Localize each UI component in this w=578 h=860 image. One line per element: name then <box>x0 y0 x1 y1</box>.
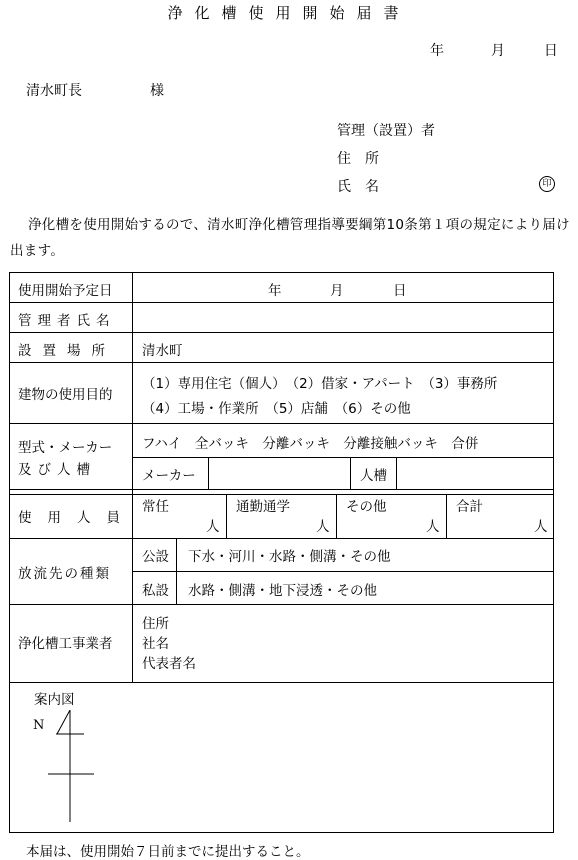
row-line <box>9 272 554 273</box>
cell-divider <box>226 494 227 538</box>
applicant-role: 管理（設置）者 <box>337 123 435 139</box>
users-total-label: 合計 <box>456 499 483 515</box>
maker-label: メーカー <box>142 468 196 484</box>
users-regular-unit: 人 <box>206 519 220 535</box>
applicant-name-label: 氏 名 <box>337 179 379 195</box>
model-label-line1: 型式・メーカー <box>18 440 113 456</box>
label-column-divider <box>132 272 133 682</box>
row-line <box>9 682 554 683</box>
north-arrow-icon <box>44 710 96 826</box>
model-types: フハイ 全バッキ 分離バッキ 分離接触バッキ 合併 <box>142 436 479 452</box>
contractor-representative-label: 代表者名 <box>142 656 196 672</box>
row-line <box>9 332 554 333</box>
users-other-unit: 人 <box>426 519 440 535</box>
start-date-month: 月 <box>330 283 344 299</box>
submission-date <box>430 40 558 60</box>
row-line <box>9 423 554 424</box>
location-label: 設置場所 <box>18 343 116 359</box>
row-line <box>9 362 554 363</box>
users-regular-label: 常任 <box>142 499 169 515</box>
users-other-label: その他 <box>346 499 387 515</box>
row-line <box>133 457 554 458</box>
applicant-address-label: 住 所 <box>337 151 379 167</box>
contractor-address-label: 住所 <box>142 616 169 632</box>
start-date-label: 使用開始予定日 <box>18 283 113 299</box>
seal-mark: 印 <box>539 176 555 192</box>
year-label: 年 <box>430 43 444 59</box>
row-line <box>9 538 554 539</box>
north-label: N <box>33 718 45 733</box>
start-date-year: 年 <box>268 283 282 299</box>
day-label: 日 <box>543 43 558 59</box>
cell-divider <box>396 457 397 489</box>
purpose-options-line2: （4）工場・作業所 （5）店舗 （6）その他 <box>142 401 411 417</box>
table-border-left <box>9 272 10 832</box>
row-line <box>9 489 554 490</box>
cell-divider <box>208 457 209 489</box>
capacity-label: 人槽 <box>360 468 387 484</box>
addressee: 清水町長 <box>26 83 82 99</box>
model-label-line2: 及び人槽 <box>18 462 96 478</box>
purpose-label: 建物の使用目的 <box>18 387 113 403</box>
cell-divider <box>176 538 177 604</box>
row-line <box>9 832 554 833</box>
map-label: 案内図 <box>34 692 75 708</box>
row-line <box>9 604 554 605</box>
cell-divider <box>446 494 447 538</box>
discharge-label: 放流先の種類 <box>18 566 111 582</box>
manager-name-label: 管理者氏名 <box>18 313 116 329</box>
row-line <box>9 302 554 303</box>
month-label: 月 <box>490 43 505 59</box>
users-commuter-label: 通勤通学 <box>236 499 290 515</box>
intro-text: 浄化槽を使用開始するので、清水町浄化槽管理指導要綱第10条第１項の規定により届け出ます。 <box>10 217 570 259</box>
start-date-day: 日 <box>393 283 407 299</box>
users-label: 使用人員 <box>18 510 136 526</box>
public-value: 下水・河川・水路・側溝・その他 <box>188 549 391 565</box>
users-commuter-unit: 人 <box>316 519 330 535</box>
table-border-right <box>553 272 554 832</box>
contractor-label: 浄化槽工事業者 <box>18 636 113 652</box>
public-label: 公設 <box>142 549 169 565</box>
footer-note: 本届は、使用開始７日前までに提出すること。 <box>26 844 310 860</box>
form-title: 浄化槽使用開始届書 <box>167 4 411 22</box>
honorific: 様 <box>150 83 164 99</box>
purpose-options-line1: （1）専用住宅（個人） （2）借家・アパート （3）事務所 <box>142 376 498 392</box>
contractor-company-label: 社名 <box>142 636 169 652</box>
users-total-unit: 人 <box>534 519 548 535</box>
cell-divider <box>350 457 351 489</box>
private-value: 水路・側溝・地下浸透・その他 <box>188 583 377 599</box>
cell-divider <box>336 494 337 538</box>
location-value: 清水町 <box>142 343 183 359</box>
private-label: 私設 <box>142 583 169 599</box>
row-line <box>133 571 554 572</box>
